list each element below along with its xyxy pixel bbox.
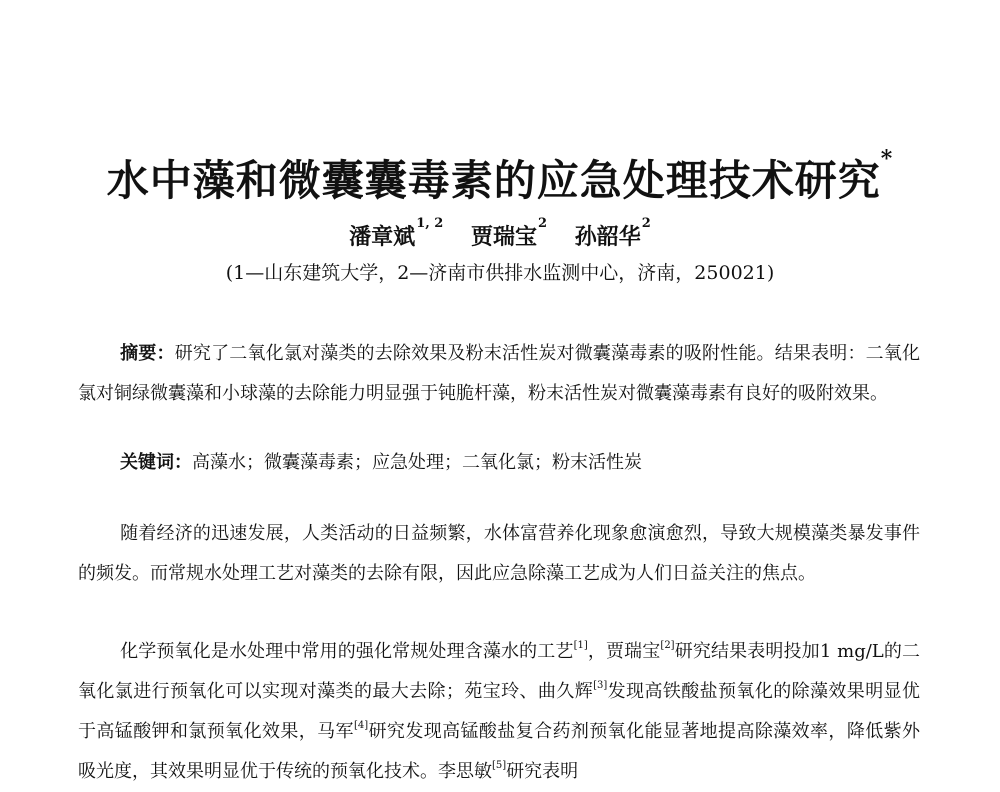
author-name: 贾瑞宝 [471, 224, 538, 250]
citation: [1] [573, 640, 588, 651]
affiliation: (1—山东建筑大学，2—济南市供排水监测中心，济南，250021) [225, 262, 775, 284]
author-affiliation-mark: 1, 2 [416, 216, 444, 231]
author-name: 潘章斌 [349, 224, 416, 250]
author-affiliation-mark: 2 [538, 216, 548, 231]
author [471, 216, 548, 251]
abstract [78, 334, 920, 414]
keywords [120, 448, 920, 478]
abstract-label: 摘要： [120, 343, 175, 364]
title-text: 水中藻和微囊囊毒素的应急处理技术研究 [106, 156, 881, 205]
citation: [3] [593, 680, 608, 691]
paragraph-text: 研究发现高锰酸盐复合药剂预氧化能显著地提高除藻效率，降低紫外吸光度，其效果明显优于传统的预氧化技术。李思敏 [78, 721, 921, 782]
title-footnote-mark: * [880, 146, 894, 172]
paragraph-text: 研究表明 [506, 761, 579, 782]
paragraph-text: 随着经济的迅速发展，人类活动的日益频繁，水体富营养化现象愈演愈烈，导致大规模藻类暴发事件的频发。而常规水处理工艺对藻类的去除有限，因此应急除藻工艺成为人们日益关注的焦点。 [78, 523, 920, 584]
citation: [5] [492, 760, 507, 771]
paragraph-text: 化学预氧化是水处理中常用的强化常规处理含藻水的工艺 [120, 641, 574, 662]
paragraph-text: ，贾瑞宝 [587, 641, 661, 662]
author-affiliation-mark: 2 [641, 216, 651, 231]
paper-title [0, 148, 1000, 208]
citation: [2] [660, 640, 675, 651]
abstract-text: 研究了二氧化氯对藻类的去除效果及粉末活性炭对微囊藻毒素的吸附性能。结果表明：二氧化氯对铜绿微囊藻和小球藻的去除能力明显强于钝脆杆藻，粉末活性炭对微囊藻毒素有良好的吸附效果。 [78, 343, 921, 404]
paragraph-text: 研究结果表明投加1 mg/L的二氧化氯进行预氧化可以实现对藻类的最大去除；苑宝玲、曲久辉 [78, 641, 921, 702]
citation: [4] [353, 720, 369, 731]
author [349, 216, 444, 251]
body-paragraph [78, 514, 920, 594]
keywords-label: 关键词： [120, 452, 192, 473]
author-list [0, 216, 1000, 251]
author [574, 216, 651, 251]
paragraph-text: 发现高铁酸盐预氧化的除藻效果明显优于高锰酸钾和氯预氧化效果，马军 [78, 681, 920, 742]
keywords-text: 高藻水；微囊藻毒素；应急处理；二氧化氯；粉末活性炭 [192, 452, 642, 473]
author-name: 孙韶华 [574, 224, 641, 250]
body-paragraph [78, 632, 920, 792]
